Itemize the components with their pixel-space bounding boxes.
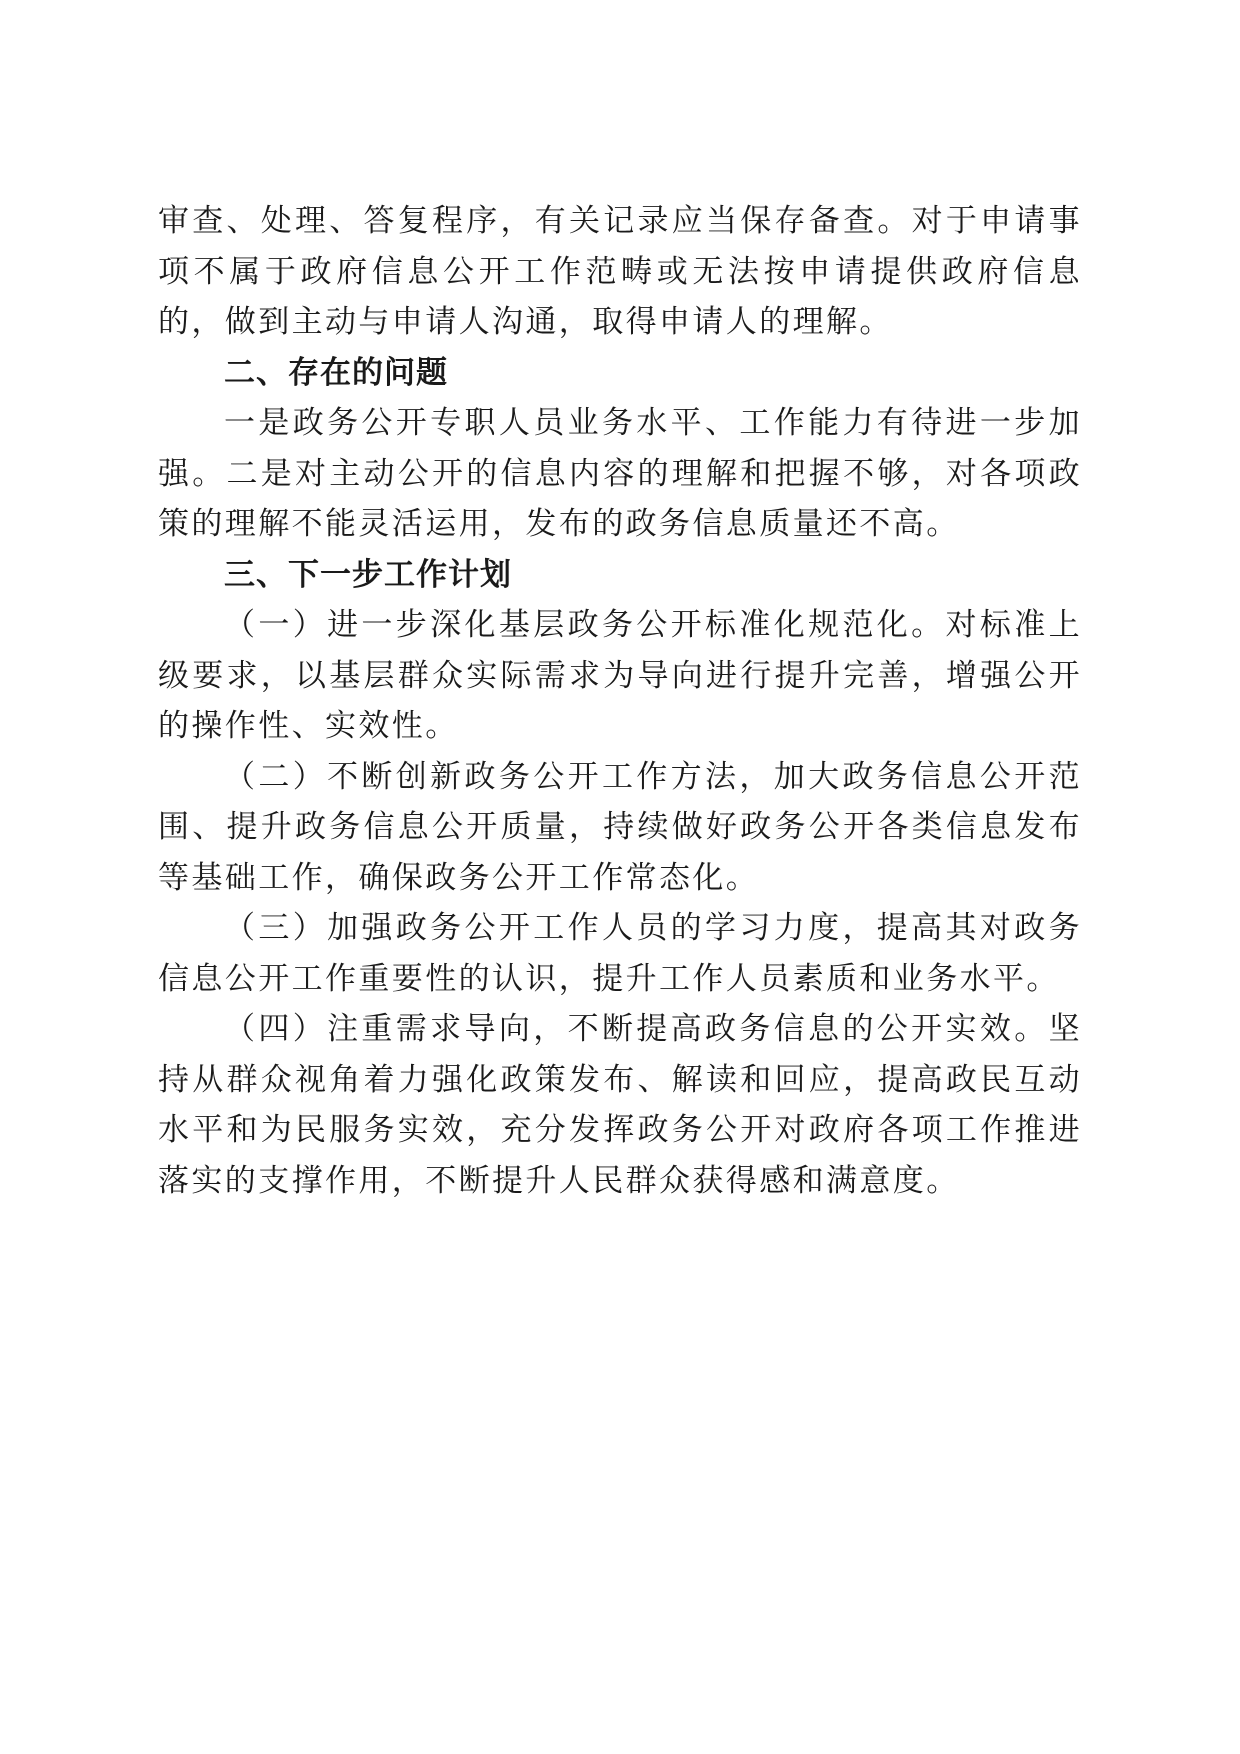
paragraph-problems: 一是政务公开专职人员业务水平、工作能力有待进一步加强。二是对主动公开的信息内容的理解和把握不够，对各项政策的理解不能灵活运用，发布的政务信息质量还不高。	[158, 405, 1082, 542]
paragraph-plan-3: （三）加强政务公开工作人员的学习力度，提高其对政务信息公开工作重要性的认识，提升工作人员素质和业务水平。	[158, 910, 1082, 997]
heading-next-plan: 三、下一步工作计划	[224, 556, 512, 593]
paragraph-plan-1: （一）进一步深化基层政务公开标准化规范化。对标准上级要求，以基层群众实际需求为导向进行提升完善，增强公开的操作性、实效性。	[158, 607, 1082, 744]
paragraph-review-procedure: 审查、处理、答复程序，有关记录应当保存备查。对于申请事项不属于政府信息公开工作范畴或无法按申请提供政府信息的，做到主动与申请人沟通，取得申请人的理解。	[158, 203, 1082, 340]
heading-existing-problems: 二、存在的问题	[224, 354, 448, 391]
paragraph-plan-4: （四）注重需求导向，不断提高政务信息的公开实效。坚持从群众视角着力强化政策发布、解读和回应，提高政民互动水平和为民服务实效，充分发挥政务公开对政府各项工作推进落实的支撑作用，不断提升人民群众获得感和满意度。	[158, 1011, 1082, 1199]
paragraph-plan-2: （二）不断创新政务公开工作方法，加大政务信息公开范围、提升政务信息公开质量，持续做好政务公开各类信息发布等基础工作，确保政务公开工作常态化。	[158, 758, 1082, 896]
document-page	[158, 196, 1082, 1206]
